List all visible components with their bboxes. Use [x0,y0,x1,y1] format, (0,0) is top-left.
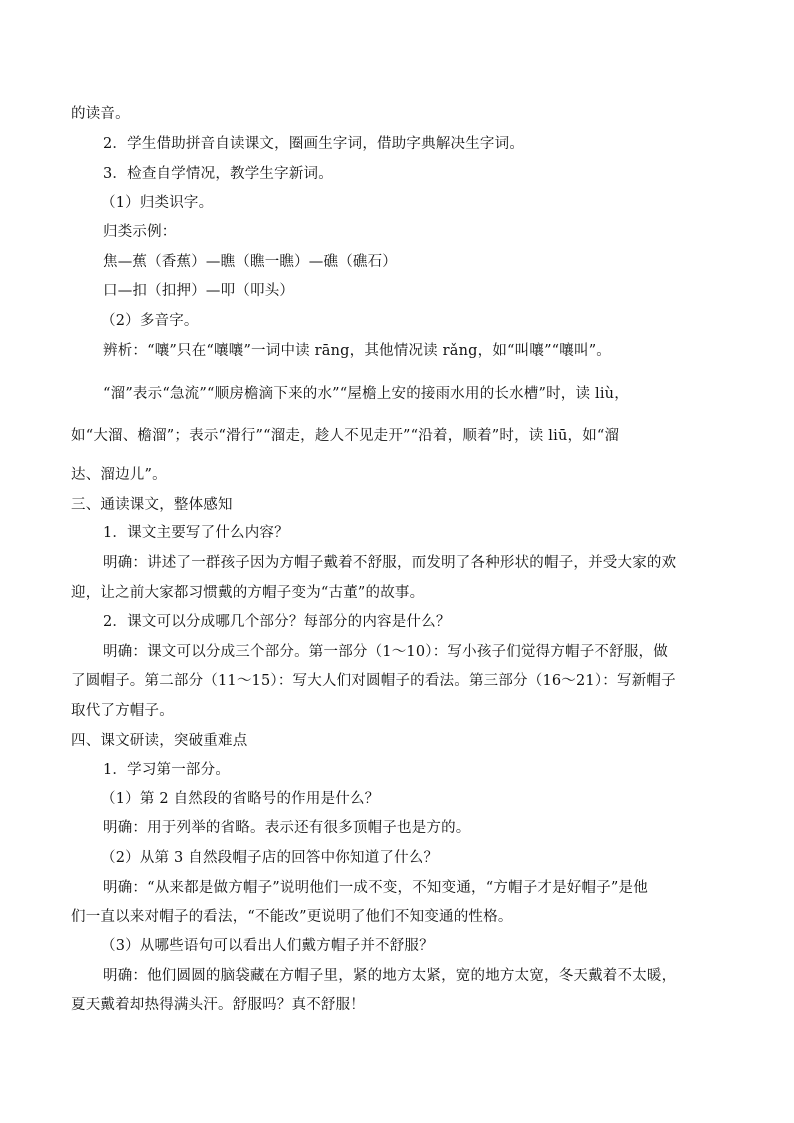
text-line: 口—扣（扣押）—叩（叩头） [103,283,295,299]
section-heading: 四、课文研读，突破重难点 [71,733,248,749]
text-line: 达、溜边儿”。 [71,467,167,483]
text-line: （2）从第 3 自然段帽子店的回答中你知道了什么？ [101,850,439,866]
section-heading: 三、通读课文，整体感知 [71,497,233,513]
text-line: 辨析：“嚷”只在“嚷嚷”一词中读 rāng，其他情况读 rǎng，如“叫嚷”“嚷叫”。 [103,343,612,359]
text-line: 的读音。 [71,106,130,122]
text-line: 3．检查自学情况，教学生字新词。 [103,166,333,182]
text-line: 2．学生借助拼音自读课文，圈画生字词，借助字典解决生字词。 [103,136,525,152]
text-line: 1．课文主要写了什么内容？ [103,525,289,541]
text-line: 明确：讲述了一群孩子因为方帽子戴着不舒服，而发明了各种形状的帽子，并受大家的欢 [103,555,677,571]
text-line: 2．课文可以分成哪几个部分？每部分的内容是什么？ [103,614,451,630]
text-line: （1）第 2 自然段的省略号的作用是什么？ [101,791,380,807]
text-line: 明确：他们圆圆的脑袋藏在方帽子里，紧的地方太紧，宽的地方太宽，冬天戴着不太暖， [103,968,677,984]
text-line: 们一直以来对帽子的看法，“不能改”更说明了他们不知变通的性格。 [71,909,513,925]
text-line: 归类示例： [103,224,177,240]
text-line: （1）归类识字。 [101,195,214,211]
text-line: 取代了方帽子。 [71,703,174,719]
text-line: （2）多音字。 [101,313,199,329]
text-line: 1．学习第一部分。 [103,762,231,778]
text-line: 夏天戴着却热得满头汗。舒服吗？真不舒服！ [71,997,365,1013]
text-line: 明确：课文可以分成三个部分。第一部分（1～10）：写小孩子们觉得方帽子不舒服，做 [103,644,668,660]
text-line: 了圆帽子。第二部分（11～15）：写大人们对圆帽子的看法。第三部分（16～21）：写新帽子 [71,673,676,689]
text-line: 明确：用于列举的省略。表示还有很多顶帽子也是方的。 [103,820,471,836]
text-line: 明确：“从来都是做方帽子”说明他们一成不变，不知变通，“方帽子才是好帽子”是他 [103,880,648,896]
text-line: （3）从哪些语句可以看出人们戴方帽子并不舒服？ [101,938,434,954]
text-line: 焦—蕉（香蕉）—瞧（瞧一瞧）—礁（礁石） [103,254,397,270]
text-line: 迎，让之前大家都习惯戴的方帽子变为“古董”的故事。 [71,585,425,601]
text-line: “溜”表示“急流”“顺房檐滴下来的水”“屋檐上安的接雨水用的长水槽”时，读 liù， [103,386,629,402]
text-line: 如“大溜、檐溜”；表示“滑行”“溜走，趁人不见走开”“沿着，顺着”时，读 liū，如“溜 [71,428,620,444]
